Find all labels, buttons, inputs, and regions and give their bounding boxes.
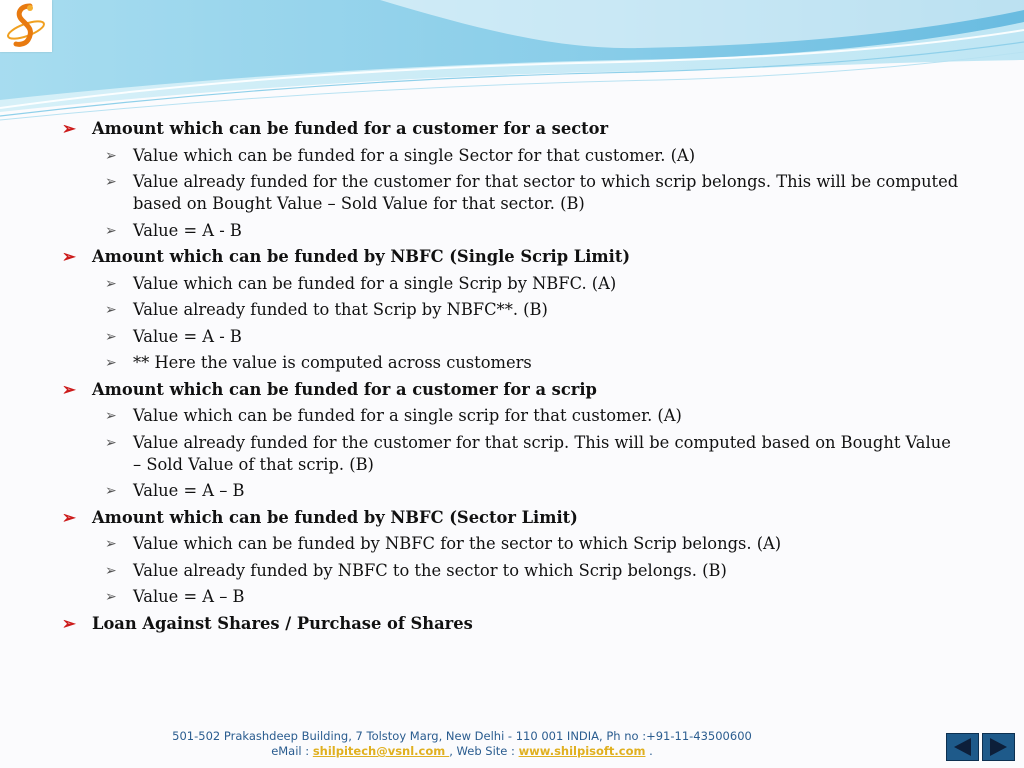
arrow-bullet-icon: ➢ — [62, 613, 76, 633]
triangle-left-icon — [947, 734, 978, 760]
header-wave-decoration — [0, 0, 1024, 130]
arrow-bullet-icon: ➢ — [105, 408, 117, 424]
bullet-text: Value which can be funded for a single Sector for that customer. (A) — [133, 145, 696, 165]
bullet-subitem — [62, 326, 962, 348]
bullet-subitem — [62, 432, 962, 476]
arrow-bullet-icon: ➢ — [105, 536, 117, 552]
bullet-heading — [62, 507, 962, 529]
arrow-bullet-icon: ➢ — [62, 119, 76, 138]
arrow-bullet-icon: ➢ — [105, 589, 117, 605]
arrow-bullet-icon: ➢ — [105, 222, 117, 239]
arrow-bullet-icon: ➢ — [105, 483, 117, 499]
bullet-text: Value = A – B — [133, 587, 245, 606]
bullet-subitem — [62, 480, 962, 502]
footer-contact — [0, 744, 924, 759]
bullet-subitem — [62, 405, 962, 427]
bullet-subitem — [62, 299, 962, 321]
bullet-text: Value already funded to that Scrip by NBFC**. (B) — [133, 300, 548, 319]
slide-navigation — [946, 733, 1016, 761]
bullet-text: Value already funded for the customer for that scrip. This will be computed based on Bought Value – Sold Value of that scrip. (B) — [133, 432, 951, 474]
footer — [0, 729, 924, 759]
bullet-subitem — [62, 273, 962, 295]
bullet-text: Amount which can be funded for a customer for a sector — [92, 119, 609, 138]
arrow-bullet-icon: ➢ — [62, 379, 76, 399]
arrow-bullet-icon: ➢ — [105, 434, 117, 451]
bullet-text: Value which can be funded by NBFC for the sector to which Scrip belongs. (A) — [133, 534, 782, 553]
arrow-bullet-icon: ➢ — [105, 355, 117, 371]
previous-slide-button[interactable] — [946, 733, 979, 761]
arrow-bullet-icon: ➢ — [105, 562, 117, 579]
arrow-bullet-icon: ➢ — [62, 247, 76, 266]
bullet-subitem — [62, 352, 962, 374]
arrow-bullet-icon: ➢ — [62, 507, 76, 527]
arrow-bullet-icon: ➢ — [105, 174, 117, 190]
bullet-text: Value = A - B — [133, 220, 242, 240]
bullet-text: Value = A - B — [133, 326, 242, 346]
bullet-subitem — [62, 586, 962, 608]
company-logo — [0, 0, 52, 52]
bullet-text: Amount which can be funded by NBFC (Single Scrip Limit) — [92, 247, 631, 266]
website-link[interactable]: www.shilpisoft.com — [518, 744, 646, 758]
bullet-text: Value which can be funded for a single scrip for that customer. (A) — [133, 406, 682, 425]
bullet-subitem — [62, 145, 962, 167]
bullet-heading — [62, 118, 962, 140]
bullet-text: Amount which can be funded for a customer for a scrip — [92, 379, 597, 399]
bullet-heading — [62, 613, 962, 635]
website-label: , Web Site : — [449, 744, 519, 758]
bullet-heading — [62, 379, 962, 401]
triangle-right-icon — [983, 734, 1014, 760]
footer-address: 501-502 Prakashdeep Building, 7 Tolstoy Marg, New Delhi - 110 001 INDIA, Ph no :+91-11-43500600 — [172, 729, 752, 743]
arrow-bullet-icon: ➢ — [105, 302, 117, 318]
bullet-heading — [62, 246, 962, 268]
bullet-text: Value = A – B — [133, 481, 245, 500]
next-slide-button[interactable] — [982, 733, 1015, 761]
bullet-text: ** Here the value is computed across customers — [133, 353, 532, 372]
bullet-subitem — [62, 533, 962, 555]
logo-icon — [0, 0, 52, 52]
bullet-text: Value already funded for the customer for that sector to which scrip belongs. This will be computed based on Bought Value – Sold Value for that sector. (B) — [133, 172, 959, 213]
arrow-bullet-icon: ➢ — [105, 328, 117, 345]
bullet-text: Loan Against Shares / Purchase of Shares — [92, 613, 473, 633]
footer-end: . — [645, 744, 653, 758]
arrow-bullet-icon: ➢ — [105, 275, 117, 292]
bullet-text: Value already funded by NBFC to the sector to which Scrip belongs. (B) — [133, 560, 727, 580]
email-link[interactable]: shilpitech@vsnl.com — [312, 744, 450, 758]
bullet-text: Value which can be funded for a single Scrip by NBFC. (A) — [133, 273, 617, 293]
bullet-subitem — [62, 171, 962, 215]
bullet-subitem — [62, 220, 962, 242]
bullet-subitem — [62, 560, 962, 582]
slide-content — [62, 118, 962, 639]
bullet-text: Amount which can be funded by NBFC (Sector Limit) — [92, 507, 578, 527]
arrow-bullet-icon: ➢ — [105, 147, 117, 164]
email-label: eMail : — [271, 744, 313, 758]
